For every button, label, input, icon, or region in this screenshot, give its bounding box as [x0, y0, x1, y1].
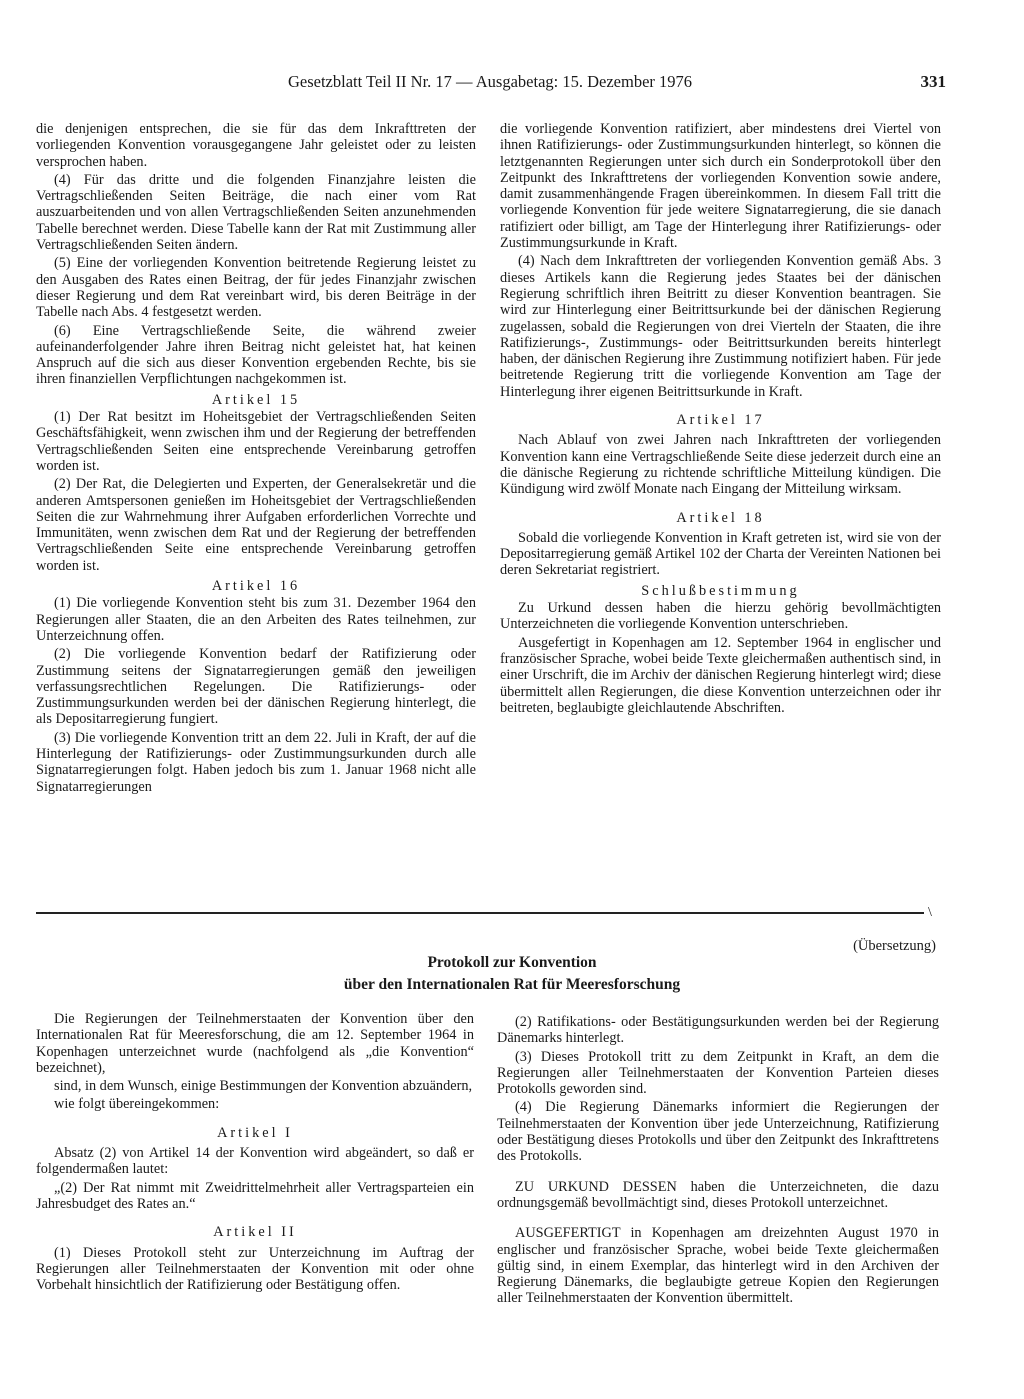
column-right-bottom [497, 1014, 939, 1309]
divider-end-mark: \ [928, 905, 932, 920]
column-left-bottom [36, 1011, 474, 1295]
column-right-top [500, 121, 941, 718]
paragraph: Sobald die vorliegende Konvention in Kraft getreten ist, wird sie von der Depositarregierung gemäß Artikel 102 der Charta der Vereinten Nationen bei deren Sekretariat registriert. [500, 529, 941, 579]
protocol-subtitle: über den Internationalen Rat für Meeresforschung [343, 976, 681, 993]
paragraph: Ausgefertigt in Kopenhagen am 12. September 1964 in englischer und französischer Sprache, wobei beide Texte gleichermaßen authentisch sind, in einer Urschrift, die im Archiv der dänischen Regierung hinterlegt wird; diese übermittelt allen Regierungen, die diese Konvention unterzeichnen oder ihr beitreten, beglaubigte gleichlautende Abschriften. [500, 634, 941, 716]
paragraph: die vorliegende Konvention ratifiziert, aber mindestens drei Viertel von ihnen Ratifizierungs- oder Zustimmungsurkunden hinterlegt, so können die letztgenannten Regierungen unter sich durch ein Sonderprotokoll über den Zeitpunkt des Inkrafttretens der vorliegenden Konvention sowie andere, damit zusammenhängende Fragen übereinkommen. In diesem Fall tritt die vorliegende Konvention für jede weitere Signatarregierung, die sie danach ratifiziert oder billigt, am Tage der Hinterlegung ihrer Ratifizierungs- oder Zustimmungsurkunde in Kraft. [500, 121, 941, 252]
article-heading: Artikel II [213, 1224, 297, 1241]
paragraph: „(2) Der Rat nimmt mit Zweidrittelmehrheit aller Vertragsparteien ein Jahresbudget des Rates an.“ [36, 1179, 474, 1212]
paragraph: (6) Eine Vertragschließende Seite, die während zweier aufeinanderfolgender Jahre ihren Beitrag nicht geleistet hat, hat keinen Anspruch auf die sich aus dieser Konvention ergebenden Rechte, bis sie ihren finanziellen Verpflichtungen nachgekommen ist. [36, 322, 476, 388]
paragraph: (1) Der Rat besitzt im Hoheitsgebiet der Vertragschließenden Seiten Geschäftsfähigkeit, wenn zwischen ihm und der Regierung der betreffenden Vertragschließenden Seiten eine entsprechende Vereinbarung getroffen worden ist. [36, 409, 476, 474]
paragraph: sind, in dem Wunsch, einige Bestimmungen der Konvention abzuändern, [54, 1078, 473, 1095]
protocol-title: Protokoll zur Konvention [427, 954, 597, 971]
paragraph: AUSGEFERTIGT in Kopenhagen am dreizehnten August 1970 in englischer und französischer Sprache, wobei beide Texte gleichermaßen gültig sind, in einem Exemplar, das hinterlegt wird in den Archiven der Regierung Dänemarks, die beglaubigte getreue Kopien den Regierungen aller Teilnehmerstaaten der Konvention übermittelt. [497, 1225, 939, 1307]
paragraph: ZU URKUND DESSEN haben die Unterzeichneten, die dazu ordnungsgemäß bevollmächtigt sind, dieses Protokoll unterzeichnet. [497, 1178, 939, 1211]
article-heading: Artikel I [217, 1124, 293, 1141]
section-divider [36, 912, 924, 914]
paragraph: Absatz (2) von Artikel 14 der Konvention wird abgeändert, so daß er folgendermaßen lautet: [36, 1145, 474, 1178]
paragraph: (2) Ratifikations- oder Bestätigungsurkunden werden bei der Regierung Dänemarks hinterlegt. [497, 1014, 939, 1047]
page-header [34, 72, 946, 98]
article-heading: Artikel 16 [211, 578, 301, 595]
page-number: 331 [920, 72, 946, 91]
paragraph: (4) Nach dem Inkrafttreten der vorliegenden Konvention gemäß Abs. 3 dieses Artikels kann die Regierung jedes Staates bei der dänischen Regierung schriftlich ihren Beitritt zu dieser Konvention beantragen. Sie wird zur Hinterlegung einer Beitrittsurkunde bei der dänischen Regierung zugelassen, sobald die Regierungen von drei Vierteln der Staaten, die ihre Ratifizierungs-, Zustimmungs- oder Beitrittsurkunden bereits hinterlegt haben, der dänischen Regierung ihre Zustimmung notifiziert haben. Für jede beitretende Regierung tritt die vorliegende Konvention am Tage der Hinterlegung ihrer eigenen Beitrittsurkunde in Kraft. [500, 253, 941, 400]
paragraph: die denjenigen entsprechen, die sie für das dem Inkrafttreten der vorliegenden Konvention vorausgegangene Jahr geleistet oder zu leisten versprochen haben. [36, 121, 476, 170]
article-heading: Artikel 17 [676, 412, 765, 429]
paragraph: (3) Die vorliegende Konvention tritt an dem 22. Juli in Kraft, der auf die Hinterlegung der Ratifizierungs- oder Zustimmungsurkunden durch alle Signatarregierungen folgt. Haben jedoch bis zum 1. Januar 1968 nicht alle Signatarregierungen [36, 729, 476, 795]
paragraph: (5) Eine der vorliegenden Konvention beitretende Regierung leistet zu den Ausgaben des Rates einen Beitrag, der für jedes Finanzjahr zwischen dieser Regierung und dem Rat vereinbart wird, bis deren Beiträge in der Tabelle nach Abs. 4 festgesetzt werden. [36, 255, 476, 321]
translation-note: (Übersetzung) [853, 938, 936, 954]
paragraph: (1) Dieses Protokoll steht zur Unterzeichnung im Auftrag der Regierungen aller Teilnehmerstaaten der Konvention mit oder ohne Vorbehalt hinsichtlich der Ratifizierung oder Bestätigung offen. [36, 1244, 474, 1294]
paragraph: (1) Die vorliegende Konvention steht bis zum 31. Dezember 1964 den Regierungen aller Staaten, die an den Arbeiten des Rates teilnehmen, zur Unterzeichnung offen. [36, 595, 476, 644]
paragraph: (2) Der Rat, die Delegierten und Experten, der Generalsekretär und die anderen Amtspersonen genießen im Hoheitsgebiet der Vertragschließenden Seiten die zur Wahrnehmung ihrer Aufgaben erforderlichen Vorrechte und Immunitäten, wenn zwischen dem Rat und der Regierung der betreffenden Vertragschließenden Seite eine entsprechende Vereinbarung getroffen worden ist. [36, 476, 476, 574]
article-heading: Artikel 18 [676, 509, 765, 526]
paragraph: (2) Die vorliegende Konvention bedarf der Ratifizierung oder Zustimmung seitens der Signatarregierungen gemäß den jeweiligen verfassungsrechtlichen Regelungen. Die Ratifizierungs- oder Zustimmungsurkunden werden bei der dänischen Regierung hinterlegt, die als Depositarregierung fungiert. [36, 646, 476, 728]
section-heading: Schlußbestimmung [641, 582, 800, 599]
paragraph: (4) Die Regierung Dänemarks informiert die Regierungen der Teilnehmerstaaten der Konvention über jede Unterzeichnung, Ratifizierung oder Bestätigung dieses Protokolls und über den Zeitpunkt des Inkrafttretens des Protokolls. [497, 1099, 939, 1165]
paragraph: (4) Für das dritte und die folgenden Finanzjahre leisten die Vertragschließenden Seiten Beiträge, die nach einer vom Rat auszuarbeitenden und von allen Vertragschließenden Seiten anzunehmenden Tabelle berechnet werden. Diese Tabelle kann der Rat mit Zustimmung aller Vertragschließenden Seiten ändern. [36, 171, 476, 254]
paragraph: wie folgt übereingekommen: [54, 1096, 220, 1113]
paragraph: (3) Dieses Protokoll tritt zu dem Zeitpunkt in Kraft, an dem die Regierungen aller Teilnehmerstaaten der Konvention Parteien dieses Protokolls geworden sind. [497, 1048, 939, 1098]
column-left-top [36, 121, 476, 797]
paragraph: Die Regierungen der Teilnehmerstaaten der Konvention über den Internationalen Rat für Meeresforschung, die am 12. September 1964 in Kopenhagen unterzeichnet wurde (nachfolgend als „die Konvention“ bezeichnet), [36, 1011, 474, 1076]
paragraph: Zu Urkund dessen haben die hierzu gehörig bevollmächtigten Unterzeichneten die vorliegende Konvention unterschrieben. [500, 600, 941, 633]
header-title: Gesetzblatt Teil II Nr. 17 — Ausgabetag: 15. Dezember 1976 [287, 72, 693, 91]
article-heading: Artikel 15 [211, 391, 301, 408]
paragraph: Nach Ablauf von zwei Jahren nach Inkrafttreten der vorliegenden Konvention kann eine Vertragschließende Seite diese jederzeit durch eine an die dänische Regierung zu richtende schriftliche Mitteilung kündigen. Die Kündigung wird zwölf Monate nach Eingang der Mitteilung wirksam. [500, 432, 941, 498]
